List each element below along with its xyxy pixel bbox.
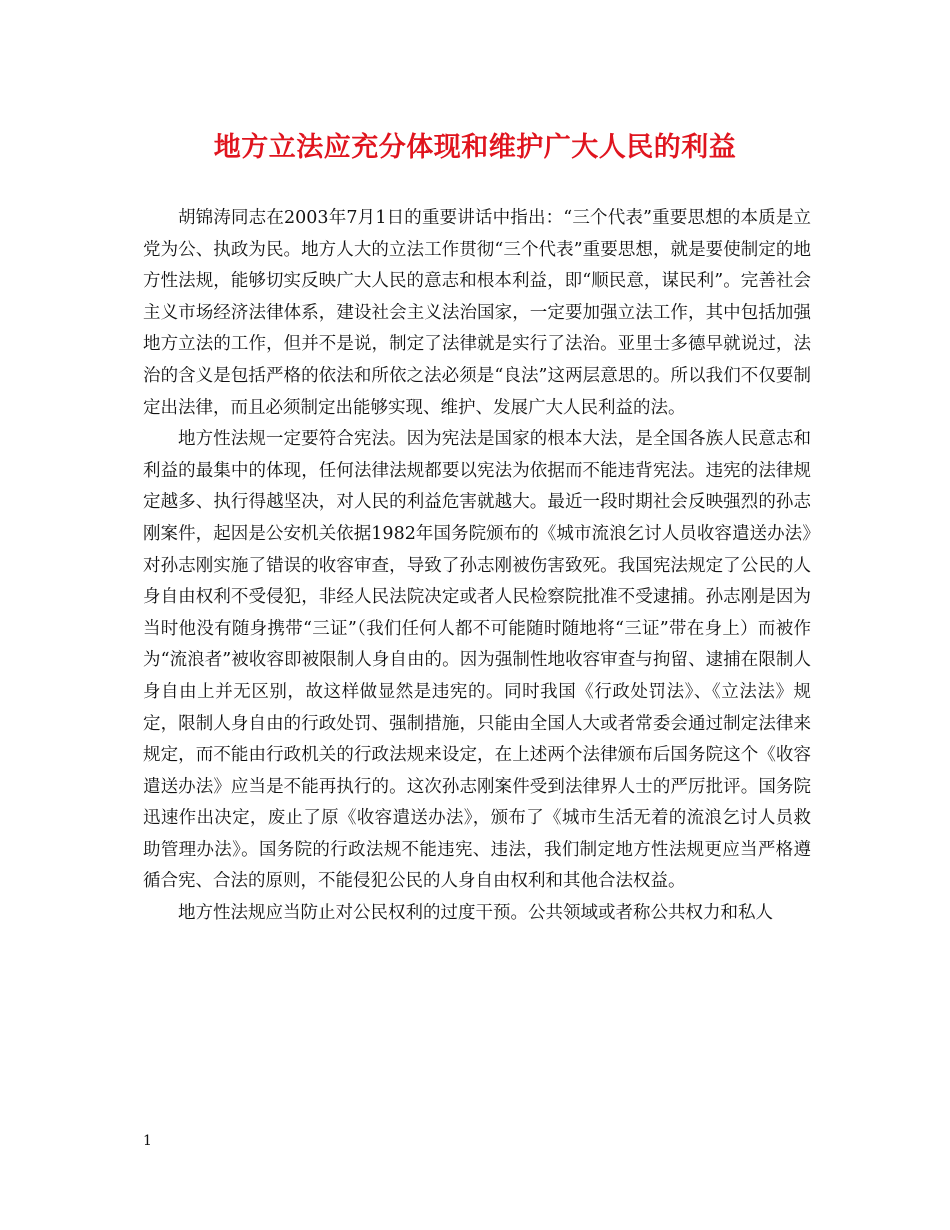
document-title: 地方立法应充分体现和维护广大人民的利益 xyxy=(213,132,737,163)
page-number: 1 xyxy=(143,1133,152,1149)
paragraph-2: 地方性法规一定要符合宪法。因为宪法是国家的根本大法，是全国各族人民意志和利益的最集中的体现，任何法律法规都要以宪法为依据而不能违背宪法。违宪的法律规定越多、执行得越坚决，对人民的利益危害就越大。最近一段时期社会反映强烈的孙志刚案件，起因是公安机关依据1982年国务院颁布的《城市流浪乞讨人员收容遣送办法》对孙志刚实施了错误的收容审查，导致了孙志刚被伤害致死。我国宪法规定了公民的人身自由权利不受侵犯，非经人民法院决定或者人民检察院批准不受逮捕。孙志刚是因为当时他没有随身携带“三证”（我们任何人都不可能随时随地将“三证”带在身上）而被作为“流浪者”被收容即被限制人身自由的。因为强制性地收容审查与拘留、逮捕在限制人身自由上并无区别，故这样做显然是违宪的。同时我国《行政处罚法》、《立法法》规定，限制人身自由的行政处罚、强制措施，只能由全国人大或者常委会通过制定法律来规定，而不能由行政机关的行政法规来设定，在上述两个法律颁布后国务院这个《收容遣送办法》应当是不能再执行的。这次孙志刚案件受到法律界人士的严厉批评。国务院迅速作出决定，废止了原《收容遣送办法》，颁布了《城市生活无着的流浪乞讨人员救助管理办法》。国务院的行政法规不能违宪、违法，我们制定地方性法规更应当严格遵循合宪、合法的原则，不能侵犯公民的人身自由权利和其他合法权益。 xyxy=(143,429,811,892)
paragraph-1: 胡锦涛同志在2003年7月1日的重要讲话中指出：“三个代表”重要思想的本质是立党为公、执政为民。地方人大的立法工作贯彻“三个代表”重要思想，就是要使制定的地方性法规，能够切实反映广大人民的意志和根本利益，即“顺民意，谋民利”。完善社会主义市场经济法律体系，建设社会主义法治国家，一定要加强立法工作，其中包括加强地方立法的工作，但并不是说，制定了法律就是实行了法治。亚里士多德早就说过，法治的含义是包括严格的依法和所依之法必须是“良法”这两层意思的。所以我们不仅要制定出法律，而且必须制定出能够实现、维护、发展广大人民利益的法。 xyxy=(143,208,811,418)
document-body xyxy=(143,203,811,930)
paragraph-3: 地方性法规应当防止对公民权利的过度干预。公共领域或者称公共权力和私人 xyxy=(178,903,773,924)
